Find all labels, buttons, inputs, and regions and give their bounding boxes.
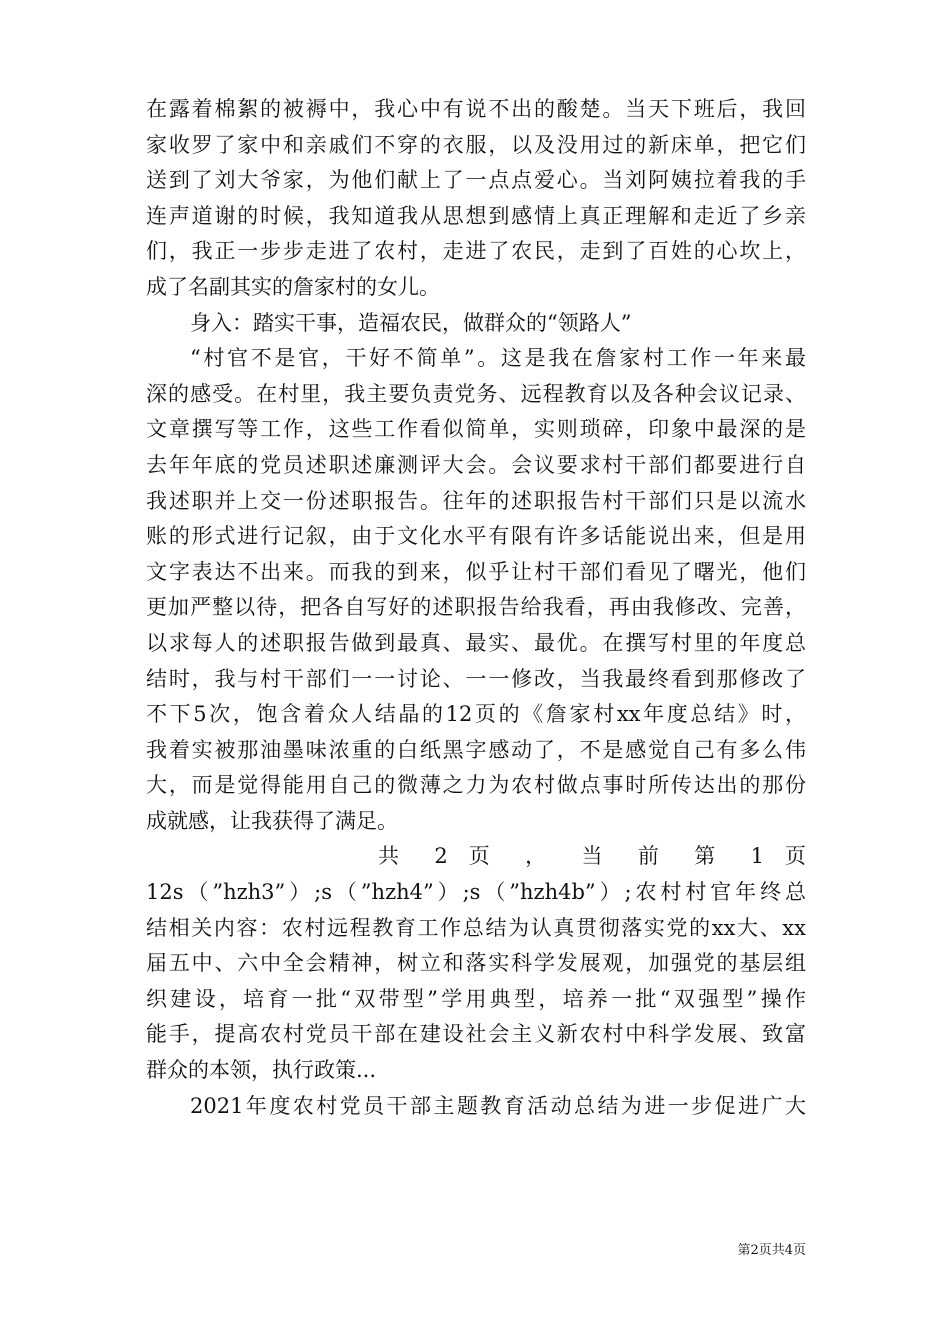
document-body (146, 92, 806, 1124)
text-line: 文字表达不出来。而我的到来，似乎让村干部们看见了曙光，他们 (146, 559, 806, 584)
text-line: 能手，提高农村党员干部在建设社会主义新农村中科学发展、致富 (146, 1022, 806, 1047)
text-line: 届五中、六中全会精神，树立和落实科学发展观，加强党的基层组 (146, 951, 806, 976)
page-indicator: 共 2 页 ， 当 前 第 1 页 (378, 844, 806, 869)
text-line: 家收罗了家中和亲戚们不穿的衣服，以及没用过的新床单，把它们 (146, 132, 806, 157)
text-line: 账的形式进行记叙，由于文化水平有限有许多话能说出来，但是用 (146, 524, 806, 549)
text-line: 成就感，让我获得了满足。 (146, 808, 398, 833)
text-line: 结相关内容：农村远程教育工作总结为认真贯彻落实党的xx大、xx (146, 915, 806, 940)
page-footer: 第2页共4页 (737, 1243, 806, 1258)
text-line: 织建设，培育一批“双带型”学用典型，培养一批“双强型”操作 (146, 986, 806, 1011)
text-line: 文章撰写等工作，这些工作看似简单，实则琐碎，印象中最深的是 (146, 417, 806, 442)
text-line: 不下5次，饱含着众人结晶的12页的《詹家村xx年度总结》时， (146, 702, 806, 727)
text-line: 群众的本领，执行政策... (146, 1058, 377, 1083)
section-heading: 身入：踏实干事，造福农民，做群众的“领路人” (190, 310, 632, 335)
text-line: 以求每人的述职报告做到最真、最实、最优。在撰写村里的年度总 (146, 630, 806, 655)
text-line: 去年年底的党员述职述廉测评大会。会议要求村干部们都要进行自 (146, 452, 806, 477)
text-line: 我述职并上交一份述职报告。往年的述职报告村干部们只是以流水 (146, 488, 806, 513)
text-line: 结时，我与村干部们一一讨论、一一修改，当我最终看到那修改了 (146, 666, 806, 691)
text-line: 2021年度农村党员干部主题教育活动总结为进一步促进广大 (190, 1093, 806, 1118)
text-line: 在露着棉絮的被褥中，我心中有说不出的酸楚。当天下班后，我回 (146, 97, 806, 121)
text-line: 更加严整以待，把各自写好的述职报告给我看，再由我修改、完善， (146, 595, 806, 620)
text-line: 连声道谢的时候，我知道我从思想到感情上真正理解和走近了乡亲 (146, 203, 806, 228)
text-line: 成了名副其实的詹家村的女儿。 (146, 274, 440, 299)
text-line: 12s（”hzh3”）;s（”hzh4”）;s（”hzh4b”）;农村村官年终总 (146, 880, 806, 905)
text-line: 们，我正一步步走进了农村，走进了农民，走到了百姓的心坎上， (146, 239, 806, 264)
text-line: 大，而是觉得能用自己的微薄之力为农村做点事时所传达出的那份 (146, 773, 806, 798)
text-line: 深的感受。在村里，我主要负责党务、远程教育以及各种会议记录、 (146, 381, 806, 406)
text-line: 送到了刘大爷家，为他们献上了一点点爱心。当刘阿姨拉着我的手 (146, 168, 806, 193)
text-line: “村官不是官，干好不简单”。这是我在詹家村工作一年来最 (190, 346, 806, 371)
text-line: 我着实被那油墨味浓重的白纸黑字感动了，不是感觉自己有多么伟 (146, 737, 806, 762)
